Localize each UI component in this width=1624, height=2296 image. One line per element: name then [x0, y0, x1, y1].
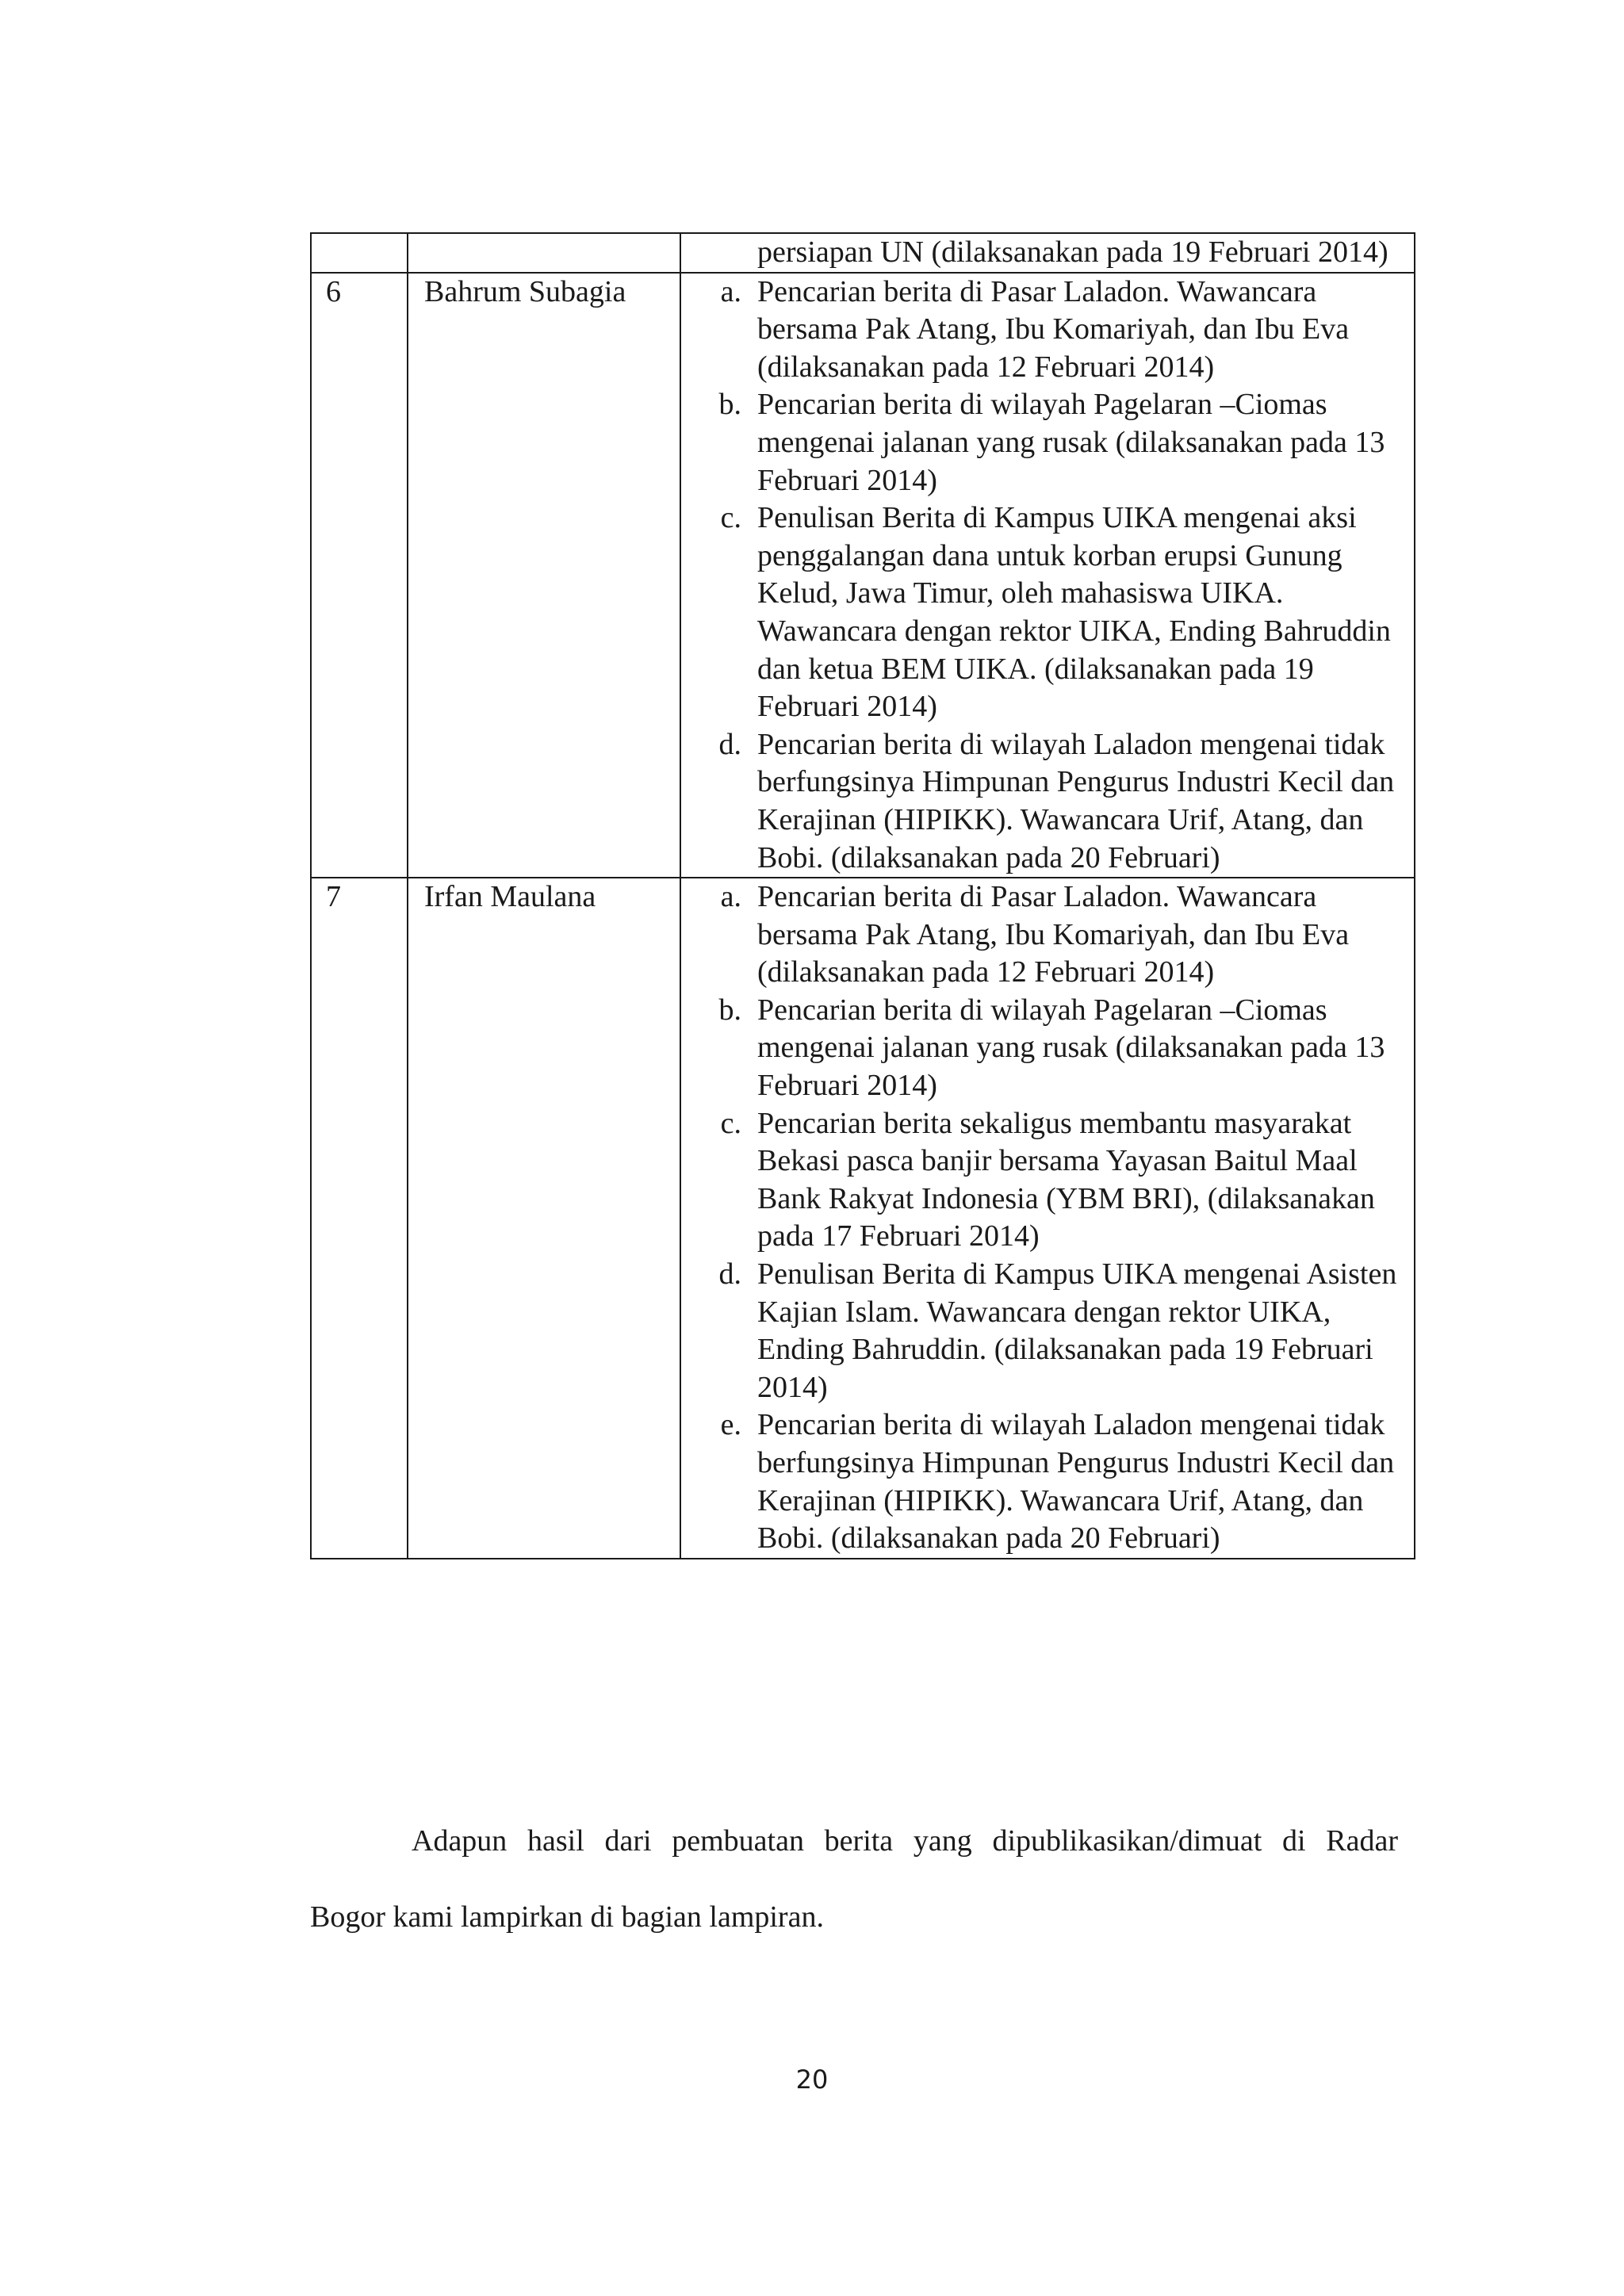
continuation-text: persiapan UN (dilaksanakan pada 19 Februari 2014) — [757, 235, 1388, 269]
cell-name: Bahrum Subagia — [408, 273, 680, 878]
list-item — [681, 1406, 1414, 1557]
activity-text: Pencarian berita di Pasar Laladon. Wawancara bersama Pak Atang, Ibu Komariyah, dan Ibu Eva (dilaksanakan pada 12 Februari 2014) — [757, 274, 1350, 384]
list-item — [681, 499, 1414, 726]
cell-no: 6 — [311, 273, 408, 878]
cell-no-empty — [311, 233, 408, 273]
closing-paragraph — [310, 1803, 1398, 1955]
page-number: 20 — [795, 2064, 829, 2095]
closing-line-2: Bogor kami lampirkan di bagian lampiran. — [310, 1900, 824, 1934]
activity-list — [681, 878, 1414, 1558]
list-item — [681, 1256, 1414, 1406]
list-marker: a. — [720, 880, 741, 914]
table-row — [311, 273, 1415, 878]
closing-line-1: Adapun hasil dari pembuatan berita yang dipublikasikan/dimuat di Radar — [412, 1824, 1398, 1858]
list-item — [681, 726, 1414, 877]
cell-name: Irfan Maulana — [408, 878, 680, 1559]
list-item — [681, 992, 1414, 1105]
activity-text: Penulisan Berita di Kampus UIKA mengenai aksi penggalangan dana untuk korban erupsi Gunung Kelud, Jawa Timur, oleh mahasiswa UIKA. Wawancara dengan rektor UIKA, Ending Bahruddin dan ketua BEM UIKA. (dilaksanakan pada 19 Februari 2014) — [757, 501, 1391, 724]
activity-text: Pencarian berita di wilayah Pagelaran –Ciomas mengenai jalanan yang rusak (dilaksanakan pada 13 Februari 2014) — [757, 993, 1385, 1103]
list-item — [681, 878, 1414, 992]
list-item — [681, 1105, 1414, 1256]
cell-activities-continuation — [680, 233, 1415, 273]
cell-name-empty — [408, 233, 680, 273]
list-item — [681, 274, 1414, 387]
activity-text: Pencarian berita di wilayah Laladon mengenai tidak berfungsinya Himpunan Pengurus Industri Kecil dan Kerajinan (HIPIKK). Wawancara Urif, Atang, dan Bobi. (dilaksanakan pada 20 Februari) — [757, 1408, 1395, 1556]
table-row-continuation — [311, 233, 1415, 273]
activity-list — [681, 274, 1414, 878]
list-marker: d. — [718, 1257, 741, 1292]
list-marker: c. — [720, 501, 741, 535]
cell-activities — [680, 878, 1415, 1559]
activity-text: Pencarian berita di wilayah Laladon mengenai tidak berfungsinya Himpunan Pengurus Industri Kecil dan Kerajinan (HIPIKK). Wawancara Urif, Atang, dan Bobi. (dilaksanakan pada 20 Februari) — [757, 727, 1395, 874]
cell-activities — [680, 273, 1415, 878]
list-marker: a. — [720, 274, 741, 308]
activity-text: Pencarian berita di wilayah Pagelaran –Ciomas mengenai jalanan yang rusak (dilaksanakan pada 13 Februari 2014) — [757, 388, 1385, 497]
activity-text: Penulisan Berita di Kampus UIKA mengenai Asisten Kajian Islam. Wawancara dengan rektor UIKA, Ending Bahruddin. (dilaksanakan pada 19 Februari 2014) — [757, 1257, 1397, 1404]
list-marker: d. — [718, 727, 741, 761]
list-marker: e. — [720, 1408, 741, 1442]
list-marker: b. — [718, 993, 741, 1027]
activity-text: Pencarian berita di Pasar Laladon. Wawancara bersama Pak Atang, Ibu Komariyah, dan Ibu Eva (dilaksanakan pada 12 Februari 2014) — [757, 880, 1350, 989]
activity-text: Pencarian berita sekaligus membantu masyarakat Bekasi pasca banjir bersama Yayasan Baitul Maal Bank Rakyat Indonesia (YBM BRI), (dilaksanakan pada 17 Februari 2014) — [757, 1106, 1375, 1253]
list-item — [681, 386, 1414, 499]
activity-table — [310, 232, 1415, 1559]
table-row — [311, 878, 1415, 1559]
list-marker: c. — [720, 1106, 741, 1140]
cell-no: 7 — [311, 878, 408, 1559]
list-marker: b. — [718, 388, 741, 422]
